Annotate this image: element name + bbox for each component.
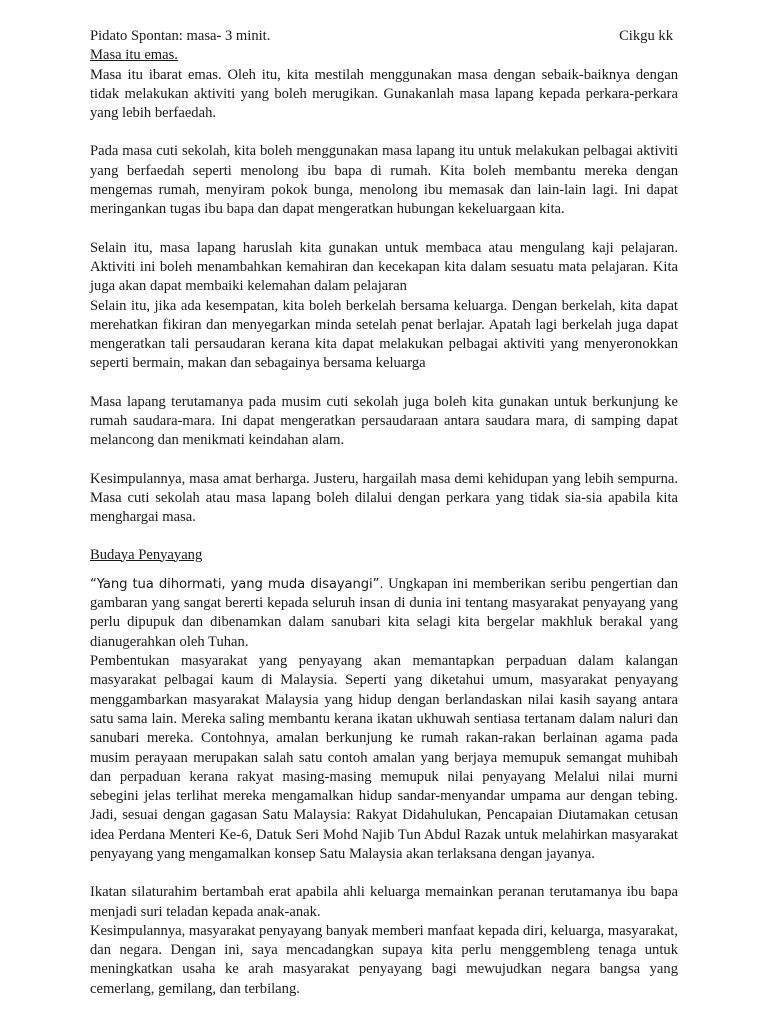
section-title-masa: Masa itu emas.	[90, 47, 178, 64]
paragraph	[90, 575, 678, 652]
quote-continuation: Ungkapan ini memberikan seribu pengertian dan gambaran yang sangat bererti kepada seluruh insan di dunia ini tentang masyarakat penyayang yang perlu dipupuk dan dibenamkan dalam sanubari kita selagi kita bergelar makhluk berakal yang dianugerahkan oleh Tuhan.	[90, 575, 678, 650]
paragraph: Selain itu, masa lapang haruslah kita gunakan untuk membaca atau mengulang kaji pelajaran. Aktiviti ini boleh menambahkan kemahiran dan kecekapan kita dalam sesuatu mata pelajaran. Kita juga akan dapat membaiki kelemahan dalam pelajaran	[90, 239, 678, 295]
paragraph: Masa lapang terutamanya pada musim cuti sekolah juga boleh kita gunakan untuk berkunjung ke rumah saudara-mara. Ini dapat mengeratkan persaudaraan antara saudara mara, di samping dapat melancong dan menikmati keindahan alam.	[90, 393, 678, 449]
header-author: Cikgu kk	[619, 28, 673, 44]
paragraph: Kesimpulannya, masyarakat penyayang banyak memberi manfaat kepada diri, keluarga, masyarakat, dan negara. Dengan ini, saya mencadangkan supaya kita perlu menggembleng tenaga untuk meningkatkan usaha ke arah masyarakat penyayang bagi mewujudkan negara bangsa yang cemerlang, gemilang, dan terbilang.	[90, 922, 678, 997]
paragraph: Kesimpulannya, masa amat berharga. Justeru, hargailah masa demi kehidupan yang lebih sempurna. Masa cuti sekolah atau masa lapang boleh dilalui dengan perkara yang tidak sia-sia apabila kita menghargai masa.	[90, 470, 678, 526]
page-header	[90, 27, 678, 46]
paragraph: Pembentukan masyarakat yang penyayang akan memantapkan perpaduan dalam kalangan masyarakat pelbagai kaum di Malaysia. Seperti yang diketahui umum, masyarakat penyayang menggambarkan masyarakat Malaysia yang hidup dengan berlandaskan nilai kasih sayang antara satu sama lain. Mereka saling membantu kerana ikatan ukhuwah sentiasa tertanam dalam naluri dan sanubari mereka. Contohnya, amalan berkunjung ke rumah rakan-rakan berlainan agama pada musim perayaan merupakan salah satu contoh amalan yang berjaya memupuk semangat muhibah dan perpaduan kerana rakyat masing-masing memupuk nilai penyayang Melalui nilai murni sebegini jelas terlihat mereka mengamalkan hidup sandar-menyandar umpama aur dengan tebing. Jadi, sesuai dengan gagasan Satu Malaysia: Rakyat Didahulukan, Pencapaian Diutamakan cetusan idea Perdana Menteri Ke-6, Datuk Seri Mohd Najib Tun Abdul Razak untuk melahirkan masyarakat penyayang yang mengamalkan konsep Satu Malaysia akan terlaksana dengan jayanya.	[90, 653, 678, 862]
paragraph: Pada masa cuti sekolah, kita boleh menggunakan masa lapang itu untuk melakukan pelbagai aktiviti yang berfaedah seperti menolong ibu bapa di rumah. Kita boleh membantu mereka dengan mengemas rumah, menyiram pokok bunga, menolong ibu memasak dan lain-lain lagi. Ini dapat meringankan tugas ibu bapa dan dapat mengeratkan hubungan kekeluargaan kita.	[90, 143, 678, 218]
paragraph: Masa itu ibarat emas. Oleh itu, kita mestilah menggunakan masa dengan sebaik-baiknya dengan tidak melakukan aktiviti yang boleh merugikan. Gunakanlah masa lapang kepada perkara-perkara yang lebih berfaedah.	[90, 66, 678, 122]
quote: “Yang tua dihormati, yang muda disayangi”.	[90, 576, 384, 592]
header-title: Pidato Spontan: masa- 3 minit.	[90, 28, 271, 44]
paragraph: Selain itu, jika ada kesempatan, kita boleh berkelah bersama keluarga. Dengan berkelah, kita dapat merehatkan fikiran dan menyegarkan minda setelah penat berlajar. Apatah lagi berkelah juga dapat mengeratkan tali persaudaran kerana kita dapat melakukan pelbagai aktiviti yang menyeronokkan seperti bermain, makan dan sebagainya bersama keluarga	[90, 297, 678, 372]
section-title-budaya: Budaya Penyayang	[90, 546, 203, 563]
paragraph: Ikatan silaturahim bertambah erat apabila ahli keluarga memainkan peranan terutamanya ibu bapa menjadi suri teladan kepada anak-anak.	[90, 884, 678, 920]
